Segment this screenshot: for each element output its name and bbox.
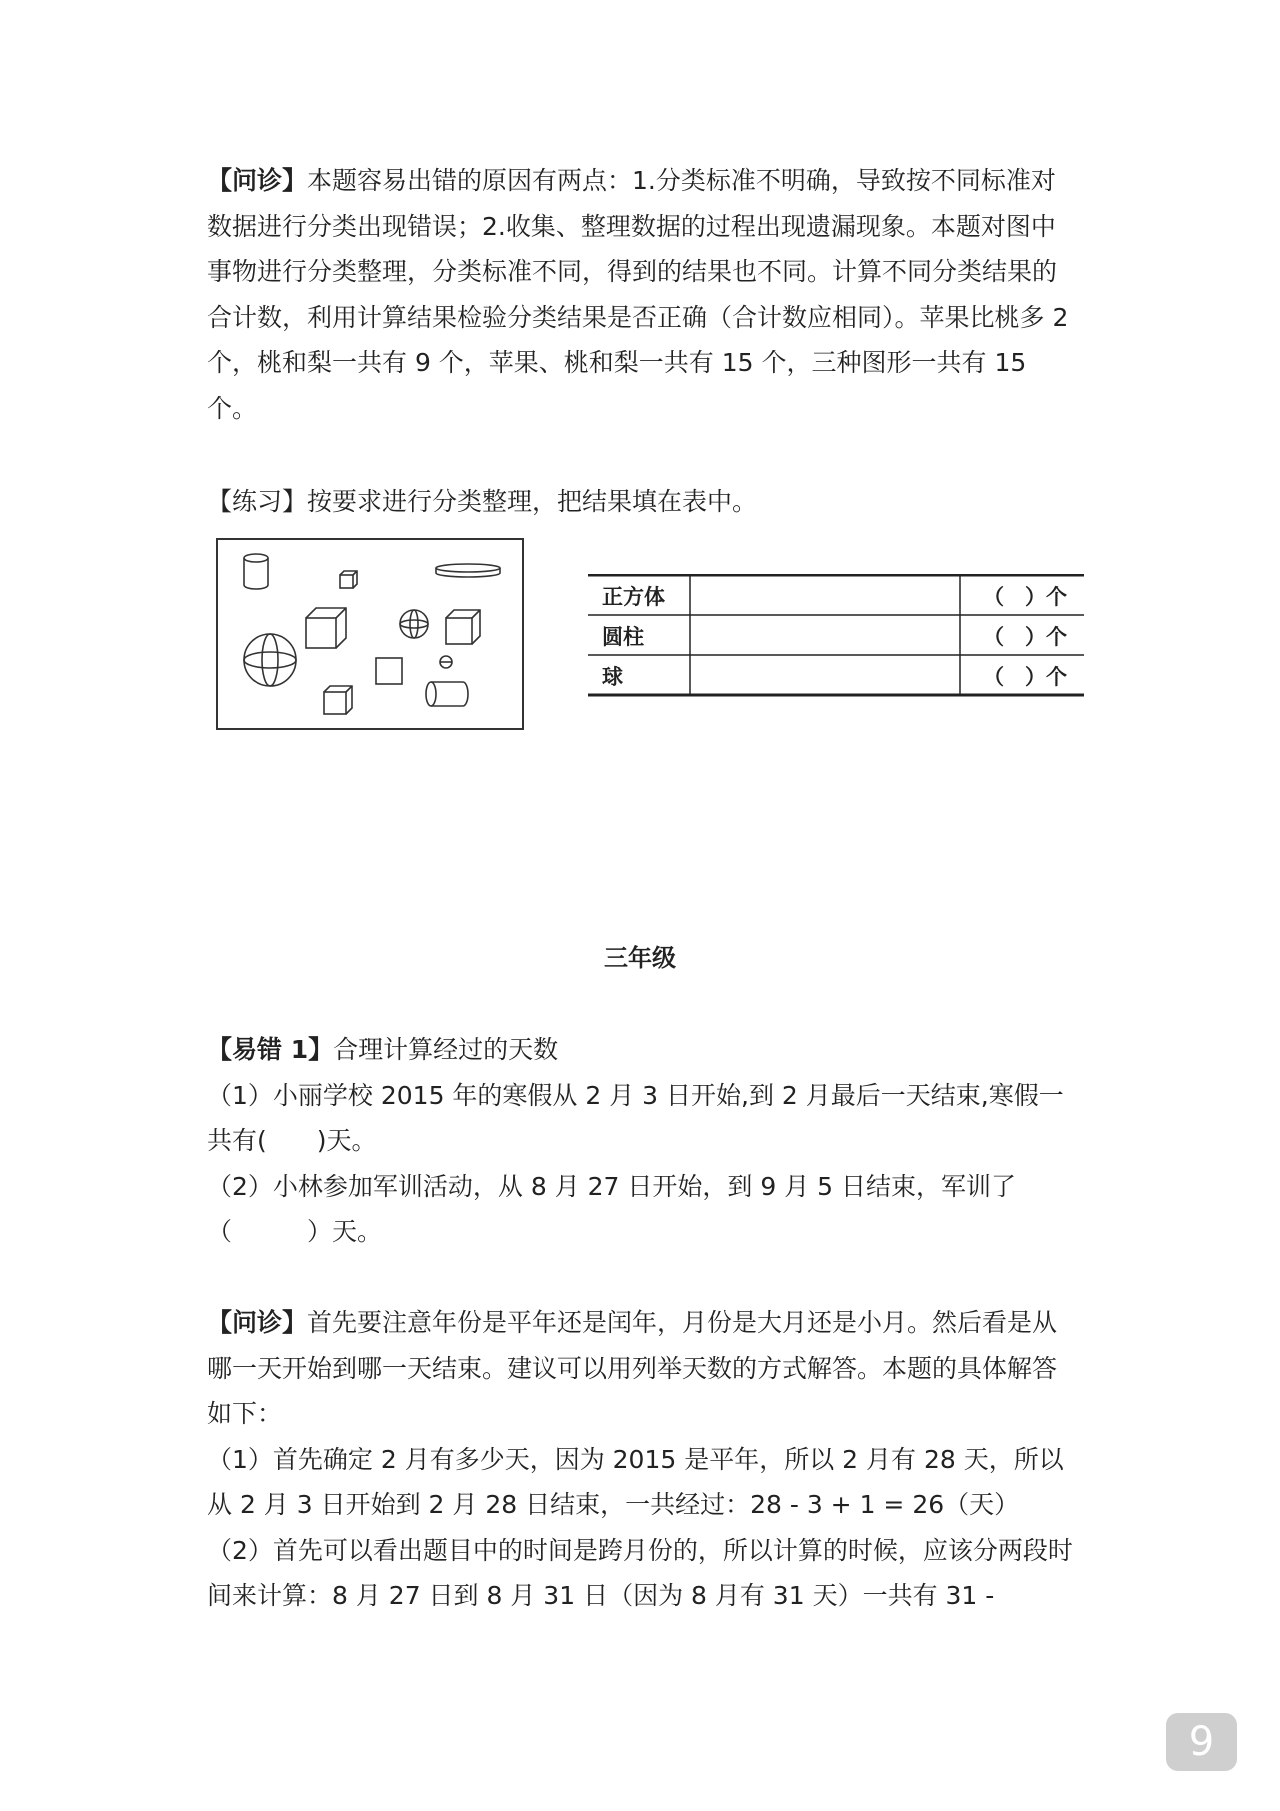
diagnosis-tag: 【问诊】 <box>207 1308 308 1337</box>
diagnosis-paragraph-2 <box>207 1300 1077 1619</box>
diagnosis-text: 首先要注意年份是平年还是闰年，月份是大月还是小月。然后看是从哪一天开始到哪一天结束。建议可以用列举天数的方式解答。本题的具体解答如下： <box>207 1308 1058 1428</box>
mistake-tag: 【易错 1】 <box>207 1035 334 1064</box>
mistake-section <box>207 1027 1077 1255</box>
practice-paragraph <box>207 479 1077 525</box>
table-row <box>588 615 1084 655</box>
solids-illustration <box>218 540 524 730</box>
cube-shape <box>306 608 346 648</box>
cylinder-shape <box>426 682 468 706</box>
sphere-shape <box>244 634 296 686</box>
cube-shape <box>446 610 480 644</box>
answer-2: （2）首先可以看出题目中的时间是跨月份的，所以计算的时候，应该分两段时间来计算：8 月 27 日到 8 月 31 日（因为 8 月有 31 天）一共有 31 - <box>207 1535 1073 1610</box>
cube-shape <box>376 658 402 684</box>
answer-1: （1）首先确定 2 月有多少天，因为 2015 是平年，所以 2 月有 28 天，所以从 2 月 3 日开始到 2 月 28 日结束，一共经过：28 - 3 + 1 = 26（天） <box>207 1444 1064 1519</box>
solids-figure <box>216 538 524 730</box>
page-number: 9 <box>1166 1713 1237 1771</box>
table-row <box>588 655 1084 695</box>
row-blank-cylinder[interactable]: （ ）个 <box>983 625 1067 649</box>
mistake-title: 合理计算经过的天数 <box>333 1035 559 1064</box>
table-row <box>588 575 1084 615</box>
sphere-shape <box>440 656 452 668</box>
diagnosis-tag: 【问诊】 <box>207 166 308 195</box>
practice-text: 按要求进行分类整理，把结果填在表中。 <box>307 487 758 516</box>
row-label-cube: 正方体 <box>602 585 665 609</box>
cylinder-shape <box>244 554 268 589</box>
row-blank-sphere[interactable]: （ ）个 <box>983 665 1067 689</box>
question-2: （2）小林参加军训活动，从 8 月 27 日开始，到 9 月 5 日结束，军训了（ ）天。 <box>207 1171 1017 1246</box>
cylinder-shape <box>436 564 500 577</box>
sphere-shape <box>400 610 428 638</box>
diagnosis-text: 本题容易出错的原因有两点：1.分类标准不明确，导致按不同标准对数据进行分类出现错误；2.收集、整理数据的过程出现遗漏现象。本题对图中事物进行分类整理，分类标准不同，得到的结果也不同。计算不同分类结果的合计数，利用计算结果检验分类结果是否正确（合计数应相同）。苹果比桃多 2 个，桃和梨一共有 9 个，苹果、桃和梨一共有 15 个，三种图形一共有 15 个。 <box>207 166 1069 423</box>
cube-shape <box>340 571 357 588</box>
row-label-cylinder: 圆柱 <box>602 625 644 649</box>
classification-table <box>588 574 1084 704</box>
practice-tag: 【练习】 <box>207 487 308 516</box>
row-blank-cube[interactable]: （ ）个 <box>983 585 1067 609</box>
grade-title: 三年级 <box>604 944 676 972</box>
diagnosis-paragraph-1 <box>207 158 1077 431</box>
question-1: （1）小丽学校 2015 年的寒假从 2 月 3 日开始,到 2 月最后一天结束,寒假一共有( )天。 <box>207 1080 1064 1155</box>
row-label-sphere: 球 <box>602 665 623 689</box>
cube-shape <box>324 686 352 714</box>
